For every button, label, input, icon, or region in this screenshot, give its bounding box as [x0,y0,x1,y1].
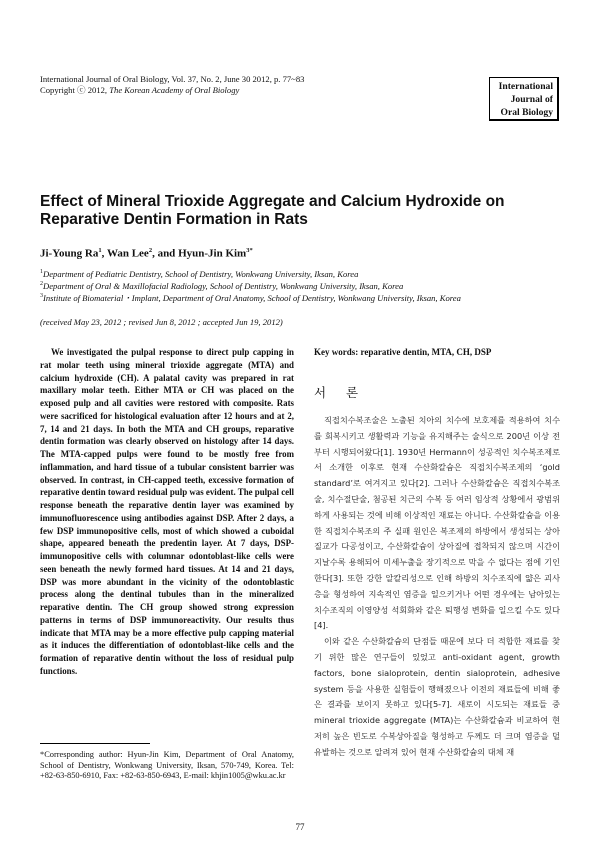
affiliation-sup: 3 [40,293,43,299]
author-list: Ji-Young Ra$^1$, Wan Lee$^2$, and Hyun-Jin Kim$^{3*}$ [40,247,253,260]
section-heading-introduction: 서 론 [314,385,367,400]
copyright-line [40,85,239,96]
corresponding-author-footnote: *Corresponding author: Hyun-Jin Kim, Department of Oral Anatomy, School of Dentistry, Wonkwang University, Iksan, 570-749, Korea. Tel: +82-63-850-6910, Fax: +82-63-850-6943, E-mail: khjin1005@wku.ac.kr [40,750,294,781]
introduction-paragraph-2: 이와 같은 수산화칼슘의 단점들 때문에 보다 더 적합한 재료를 찾기 위한 많은 연구들이 있었고 anti-oxidant agent, growth factors, bone sialoprotein, dentin sialoprotein, adhesive system 등을 사용한 실험들이 행해졌으나 이전의 재료들에 비해 좋은 결과를 보이지 못하고 있다[5-7]. 새로이 시도되는 재료들 중 mineral trioxide aggregate (MTA)는 수산화칼슘과 비교하여 현저히 높은 빈도로 수복상아질을 형성하고 두께도 더 크며 염증을 덜 유발하는 것으로 알려져 있어 현재 수산화칼슘의 대체 재 [314,636,560,757]
article-title: Effect of Mineral Trioxide Aggregate and Calcium Hydroxide on Reparative Dentin Formation in Rats [40,193,505,228]
introduction-paragraph-1: 직접치수복조술은 노출된 치아의 치수에 보호제를 적용하여 치수를 회복시키고 생활력과 기능을 유지해주는 술식으로 200년 이상 전부터 시행되어왔다[1]. 1930년 Hermann이 성공적인 치수복조제로서 소개한 이후로 현재 수산화칼슘은 직접치수복조제의 ‘gold standard’로 여겨지고 있다[2]. 그러나 수산화칼슘은 직접치수복조술, 치수절단술, 첨공된 치근의 수복 등 여러 임상적 상황에서 광범위하게 사용되는 것에 비해 이상적인 재료는 아니다. 수산화칼슘을 이용한 직접치수복조의 주 실패 원인은 복조제의 하방에서 생성되는 상아질교가 다공성이고, 수산화칼슘이 상아질에 접착되지 않으며 시간이 지날수록 용해되어 미세누출을 장기적으로 막을 수 없다는 점에 기인한다[3]. 또한 강한 알칼리성으로 인해 하방의 치수조직에 얇은 괴사층을 형성하여 지속적인 염증을 일으키거나 어떤 경우에는 남아있는 치수조직의 이영양성 석회화와 같은 퇴행성 변화를 일으킬 수도 있다[4]. [314,415,560,631]
journal-box-line-3: Oral Biology [500,107,553,118]
affiliation-1 [40,267,358,280]
author-name: Wan Lee [106,247,149,260]
author-name: Ji-Young Ra [40,247,99,260]
received-dates: (received May 23, 2012 ; revised Jun 8, 2012 ; accepted Jun 19, 2012) [40,317,283,327]
keywords: Key words: reparative dentin, MTA, CH, DSP [314,347,492,357]
affiliation-2 [40,279,403,292]
author-name: Hyun-Jin Kim [178,247,247,260]
affiliation-text: Institute of Biomaterial・Implant, Department of Oral Anatomy, School of Dentistry, Wonkwang University, Iksan, Korea [43,292,461,303]
journal-name-box [489,77,559,121]
author-sup: 3* [246,247,253,254]
footnote-rule [40,743,150,744]
affiliation-text: Department of Oral & Maxillofacial Radiology, School of Dentistry, Wonkwang University, Iksan, Korea [43,280,404,291]
journal-citation: International Journal of Oral Biology, Vol. 37, No. 2, June 30 2012, p. 77~83 [40,74,305,84]
author-sup: 1 [98,247,102,254]
page-number: 77 [295,822,305,832]
affiliation-text: Department of Pediatric Dentistry, School of Dentistry, Wonkwang University, Iksan, Korea [43,268,359,279]
journal-box-line-2: Journal of [510,94,553,105]
affiliation-3 [40,291,461,304]
introduction-body [314,413,560,761]
copyright-journal: The Korean Academy of Oral Biology [109,85,240,95]
copyright-prefix: Copyright ⓒ 2012, [40,85,108,95]
journal-box-line-1: International [498,81,553,92]
abstract: We investigated the pulpal response to direct pulp capping in rat molar teeth using mineral trioxide aggregate (MTA) and calcium hydroxide (CH). A palatal cavity was prepared in rat maxillary molar teeth. Either MTA or CH was placed on the exposed pulp and all cavities were restored with composite. Rats were sacrificed for histological evaluation after 12 hours and at 2, 7, 14 and 21 days. In both the MTA and CH groups, reparative dentin formation was clearly observed on histology after 14 days. The MTA-capped pulps were found to be mostly free from inflammation, and hard tissue of a tubular consistent barrier was observed. In contrast, in CH-capped teeth, excessive formation of reparative dentin toward residual pulp was evident. The pulpal cell response beneath the reparative dentin layer was examined by immunofluorescence using antibodies against DSP. After 2 days, a few DSP immunopositive cells, most of which showed a cuboidal shape, appeared beneath the predentin layer. At 7 days, DSP-immunopositive cells with columnar odontoblast-like cells were seen beneath the newly formed hard tissues. At 14 and 21 days, DSP was more abundant in the vicinity of the odontoblastic process along the dentinal tubules than in the mineralized reparative dentin. The CH group showed strong expression patterns in terms of DSP immunoreactivity. Our results thus indicate that MTA may be a more effective pulp capping material as it induces the differentiation of odontoblast-like cells and the formation of reparative dentin without the loss of residual pulp functions. [40,347,294,676]
affiliation-sup: 2 [40,281,43,287]
affiliation-sup: 1 [40,269,43,275]
author-sup: 2 [148,247,153,254]
